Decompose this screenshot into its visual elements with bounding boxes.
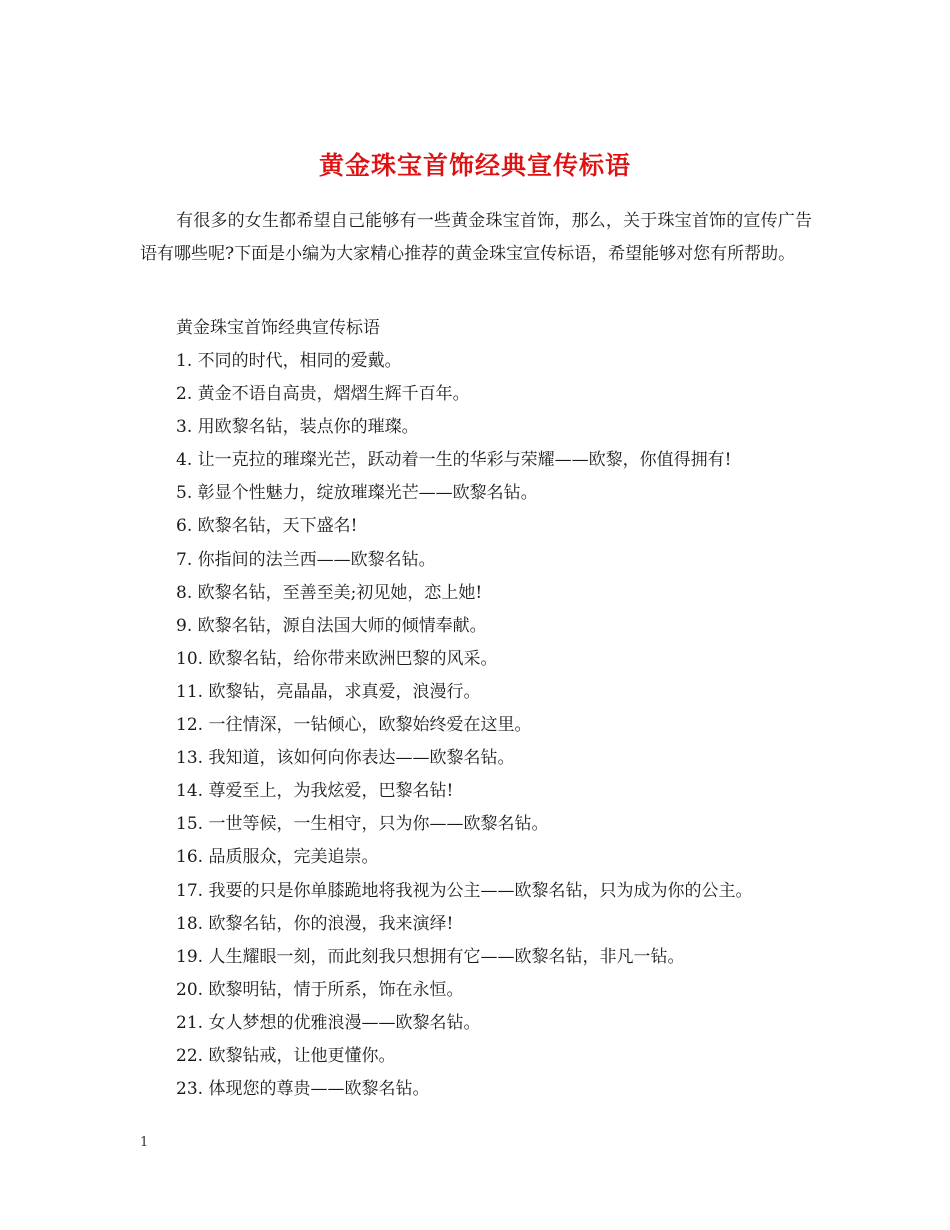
list-item-text: 欧黎名钻，至善至美;初见她，恋上她! <box>197 582 483 603</box>
list-item-text: 一世等候，一生相守，只为你——欧黎名钻。 <box>208 814 549 835</box>
list-item-number: 5. <box>176 483 193 504</box>
list-item-text: 不同的时代，相同的爱戴。 <box>197 351 402 371</box>
document-title: 黄金珠宝首饰经典宣传标语 <box>318 150 631 180</box>
list-item-text: 让一克拉的璀璨光芒，跃动着一生的华彩与荣耀——欧黎，你值得拥有! <box>197 450 732 471</box>
list-item <box>176 411 836 444</box>
list-item <box>176 510 836 543</box>
list-item <box>176 643 836 676</box>
list-item-number: 16. <box>176 847 204 868</box>
list-item-number: 18. <box>176 913 204 934</box>
list-item-text: 欧黎钻戒，让他更懂你。 <box>208 1045 396 1066</box>
list-item-text: 我知道，该如何向你表达——欧黎名钻。 <box>208 748 515 769</box>
list-item-number: 2. <box>176 384 193 405</box>
list-item <box>176 544 836 577</box>
list-item-number: 8. <box>176 582 193 603</box>
list-item-number: 17. <box>176 880 204 901</box>
list-item-text: 用欧黎名钻，装点你的璀璨。 <box>197 417 419 438</box>
list-item-number: 9. <box>176 615 193 636</box>
list-item <box>176 808 836 841</box>
list-item <box>176 1073 836 1106</box>
list-item <box>176 941 836 974</box>
list-item-number: 22. <box>176 1045 204 1066</box>
list-item-text: 我要的只是你单膝跪地将我视为公主——欧黎名钻，只为成为你的公主。 <box>208 880 753 901</box>
list-item <box>176 974 836 1007</box>
list-item <box>176 477 836 510</box>
list-item-number: 13. <box>176 748 204 769</box>
list-item-number: 19. <box>176 946 204 967</box>
list-item-text: 欧黎钻，亮晶晶，求真爱，浪漫行。 <box>208 681 481 702</box>
list-item <box>176 345 836 378</box>
list-item-number: 14. <box>176 781 204 802</box>
list-item <box>176 908 836 941</box>
list-item-text: 体现您的尊贵——欧黎名钻。 <box>208 1079 430 1100</box>
list-item-number: 21. <box>176 1012 204 1033</box>
list-item <box>176 610 836 643</box>
list-item-number: 4. <box>176 450 193 471</box>
list-item-text: 尊爱至上，为我炫爱，巴黎名钻! <box>208 781 454 802</box>
list-item-number: 6. <box>176 516 193 537</box>
list-item-text: 彰显个性魅力，绽放璀璨光芒——欧黎名钻。 <box>197 483 538 504</box>
list-item <box>176 1007 836 1040</box>
list-item <box>176 1040 836 1073</box>
list-item <box>176 875 836 908</box>
list-item <box>176 709 836 742</box>
list-item <box>176 775 836 808</box>
list-item-number: 10. <box>176 648 204 669</box>
list-item-number: 1. <box>176 351 193 371</box>
list-item <box>176 676 836 709</box>
list-item-text: 欧黎名钻，给你带来欧洲巴黎的风采。 <box>208 648 498 669</box>
list-item-text: 人生耀眼一刻，而此刻我只想拥有它——欧黎名钻，非凡一钻。 <box>208 946 685 967</box>
list-item-number: 3. <box>176 417 193 438</box>
list-item-number: 15. <box>176 814 204 835</box>
list-item-text: 欧黎名钻，你的浪漫，我来演绎! <box>208 913 454 934</box>
list-item-number: 7. <box>176 549 193 570</box>
list-item-text: 欧黎名钻，天下盛名! <box>197 516 358 537</box>
list-item-text: 黄金不语自高贵，熠熠生辉千百年。 <box>197 384 470 405</box>
list-item <box>176 841 836 874</box>
section-subheading: 黄金珠宝首饰经典宣传标语 <box>176 318 380 338</box>
list-item <box>176 742 836 775</box>
list-item-text: 欧黎明钻，情于所系，饰在永恒。 <box>208 979 464 1000</box>
list-item <box>176 444 836 477</box>
list-item-number: 23. <box>176 1079 204 1100</box>
list-item-number: 11. <box>176 681 204 702</box>
page-number: 1 <box>140 1135 149 1150</box>
list-item-text: 你指间的法兰西——欧黎名钻。 <box>197 549 436 570</box>
slogan-list <box>176 345 836 1106</box>
list-item-text: 欧黎名钻，源自法国大师的倾情奉献。 <box>197 615 487 636</box>
list-item-text: 品质服众，完美追崇。 <box>208 847 379 868</box>
list-item-text: 一往情深，一钻倾心，欧黎始终爱在这里。 <box>208 715 532 736</box>
list-item <box>176 577 836 610</box>
list-item-text: 女人梦想的优雅浪漫——欧黎名钻。 <box>208 1012 481 1033</box>
list-item-number: 12. <box>176 715 204 736</box>
list-item <box>176 378 836 411</box>
list-item-number: 20. <box>176 979 204 1000</box>
intro-paragraph: 有很多的女生都希望自己能够有一些黄金珠宝首饰，那么，关于珠宝首饰的宣传广告语有哪些呢?下面是小编为大家精心推荐的黄金珠宝宣传标语，希望能够对您有所帮助。 <box>140 211 812 264</box>
